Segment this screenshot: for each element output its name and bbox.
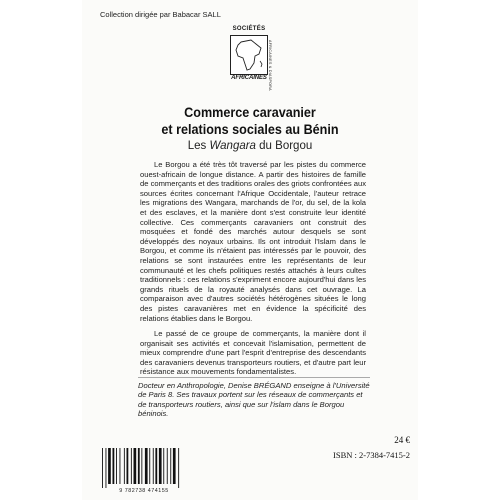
book-title xyxy=(115,104,385,138)
title-line-2: et relations sociales au Bénin xyxy=(161,121,339,137)
series-logo xyxy=(224,26,274,92)
logo-bottom-text: AFRICAINES xyxy=(231,75,267,81)
blurb xyxy=(140,160,366,377)
subtitle-italic: Wangara xyxy=(209,140,256,152)
isbn: ISBN : 2-7384-7415-2 xyxy=(333,450,410,460)
collection-line: Collection dirigée par Babacar SALL xyxy=(100,10,221,19)
price: 24 € xyxy=(394,435,410,445)
title-line-1: Commerce caravanier xyxy=(184,104,316,120)
blurb-paragraph-2: Le passé de ce groupe de commerçants, la manière dont il organisait ses activités et concevait l'islamisation, permettent de mieux comprendre d'une part l'esprit d'entreprise des descendants des caravaniers devenus transporteurs routiers, et d'autre part leur résistance aux mouvements fondamentalistes. xyxy=(140,329,366,377)
logo-top-text: SOCIÉTÉS xyxy=(232,26,266,32)
africa-map-icon xyxy=(230,35,268,75)
book-subtitle xyxy=(100,140,400,152)
divider xyxy=(138,377,370,378)
barcode-number: 9 782738 474155 xyxy=(119,488,169,494)
author-bio: Docteur en Anthropologie, Denise BRÉGAND enseigne à l'Université de Paris 8. Ses travaux portent sur les réseaux de commerçants et de transporteurs routiers, ainsi que sur l'islam dans le Borgou béninois. xyxy=(138,381,370,419)
subtitle-pre: Les xyxy=(187,140,210,152)
logo-side-text: AFRICAINES & DIASPORA xyxy=(268,40,272,91)
barcode-icon xyxy=(100,448,188,488)
subtitle-post: du Borgou xyxy=(255,140,313,152)
blurb-paragraph-1: Le Borgou a été très tôt traversé par les pistes du commerce ouest-africain de longue distance. A partir des histoires de famille de commerçants et des traditions orales des griots confrontées aux sources écrites concernant l'Afrique Occidentale, l'auteur retrace les migrations des Wangara, marchands de l'or, du sel, de la kola et des esclaves, et la manière dont s'est construite leur identité collective. Ces commerçants caravaniers ont construit des mosquées et fondé des marchés autour desquels se sont développés des noyaux urbains. Ils ont introduit l'Islam dans le Borgou, et comme ils n'étaient pas intéressés par le pouvoir, des relations se sont instaurées entre les représentants de leur communauté et les chefs politiques restés attachés à leurs cultes traditionnels : ces relations s'expriment encore aujourd'hui dans les grands rituels de la royauté analysés dans cet ouvrage. La comparaison avec d'autres sociétés hétérogènes situées le long des pistes caravanières met en évidence la spécificité des relations établies dans le Borgou. xyxy=(140,160,366,323)
